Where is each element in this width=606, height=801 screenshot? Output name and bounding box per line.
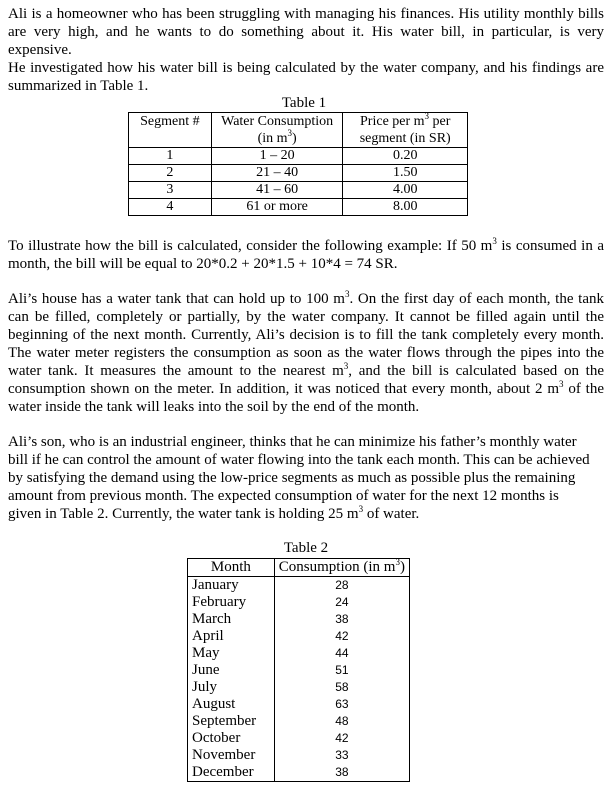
month-cell: May [188, 645, 275, 662]
text-line: summarized in Table 1. [8, 78, 149, 94]
table-row [129, 148, 468, 165]
intro-paragraph [8, 5, 604, 95]
consumption-cell: 42 [274, 628, 409, 645]
month-cell: September [188, 713, 275, 730]
text-line: consumption shown on the meter. In addition, it was noticed that every month, about 2 $m^3$ of the [8, 379, 604, 397]
text-line: month, the bill will be equal to 20*0.2 + 20*1.5 + 10*4 = 74 SR. [8, 256, 398, 272]
text-line: Ali’s son, who is an industrial engineer, thinks that he can minimize his father’s monthly water [8, 434, 577, 450]
table-row [188, 577, 410, 595]
segment-cell: 4 [129, 199, 212, 216]
table1-caption: Table 1 [281, 95, 327, 111]
table-header-row [129, 113, 468, 148]
month-cell: April [188, 628, 275, 645]
header-price: Price per $m^3$ per segment (in SR) [343, 113, 468, 148]
consumption-cell: 58 [274, 679, 409, 696]
consumption-table [187, 558, 410, 782]
consumption-cell: 42 [274, 730, 409, 747]
month-cell: July [188, 679, 275, 696]
son-paragraph [8, 433, 604, 523]
range-cell: 21 – 40 [211, 165, 343, 182]
text-line: by satisfying the demand using the low-price segments as much as possible plus the remaining [8, 470, 576, 486]
table-row [188, 662, 410, 679]
text-line: Ali is a homeowner who has been struggling with managing his finances. His utility monthly bills [8, 6, 604, 22]
price-cell: 1.50 [343, 165, 468, 182]
table-row [188, 730, 410, 747]
text-line: water tank. It measures the amount to the nearest $m^3$, and the bill is calculated based on the [8, 361, 605, 379]
consumption-cell: 48 [274, 713, 409, 730]
table-row [129, 199, 468, 216]
segment-cell: 2 [129, 165, 212, 182]
consumption-cell: 63 [274, 696, 409, 713]
text-line: water inside the tank will leaks into the soil by the end of the month. [8, 399, 420, 415]
text-line: are very high, and he wants to do something about it. His water bill, in particular, is very expensive. [8, 24, 604, 58]
text-line: bill if he can control the amount of water flowing into the tank each month. This can be achieved [8, 452, 590, 468]
segment-cell: 3 [129, 182, 212, 199]
text-line: amount from previous month. The expected consumption of water for the next 12 months is [8, 488, 559, 504]
month-cell: November [188, 747, 275, 764]
month-cell: December [188, 764, 275, 782]
table2-caption: Table 2 [283, 540, 329, 556]
text-line: He investigated how his water bill is being calculated by the water company, and his findings are [8, 60, 604, 76]
table-row [188, 594, 410, 611]
month-cell: February [188, 594, 275, 611]
header-month: Month [188, 559, 275, 577]
table-row [188, 611, 410, 628]
pricing-table [128, 112, 468, 216]
range-cell: 1 – 20 [211, 148, 343, 165]
month-cell: June [188, 662, 275, 679]
table-row [188, 696, 410, 713]
table-row [188, 628, 410, 645]
header-consumption: Consumption (in $m^3$) [274, 559, 409, 577]
price-cell: 4.00 [343, 182, 468, 199]
table-row [188, 747, 410, 764]
consumption-cell: 33 [274, 747, 409, 764]
table-header-row [188, 559, 410, 577]
month-cell: August [188, 696, 275, 713]
range-cell: 61 or more [211, 199, 343, 216]
header-segment: Segment # [129, 113, 212, 148]
consumption-cell: 51 [274, 662, 409, 679]
range-cell: 41 – 60 [211, 182, 343, 199]
text-line: The water meter registers the consumption as soon as the water flows through the pipes into the [8, 345, 604, 361]
price-cell: 0.20 [343, 148, 468, 165]
table-row [188, 764, 410, 782]
text-line: given in Table 2. Currently, the water tank is holding 25 $m^3$ of water. [8, 504, 420, 522]
price-cell: 8.00 [343, 199, 468, 216]
month-cell: October [188, 730, 275, 747]
table-row [188, 645, 410, 662]
text-line: beginning of the next month. Currently, Ali’s decision is to fill the tank completely every month. [8, 327, 604, 343]
segment-cell: 1 [129, 148, 212, 165]
text-line: can be filled, completely or partially, by the water company. It cannot be filled again until the [8, 309, 604, 325]
consumption-cell: 38 [274, 764, 409, 782]
table-row [129, 165, 468, 182]
month-cell: March [188, 611, 275, 628]
consumption-cell: 44 [274, 645, 409, 662]
text-line: Ali’s house has a water tank that can hold up to 100 $m^3$. On the first day of each month, the tank [8, 289, 604, 307]
tank-paragraph [8, 290, 604, 416]
month-cell: January [188, 577, 275, 595]
table-row [188, 713, 410, 730]
header-consumption: Water Consumption (in $m^3$) [211, 113, 343, 148]
table-row [188, 679, 410, 696]
table-row [129, 182, 468, 199]
consumption-cell: 28 [274, 577, 409, 595]
consumption-cell: 24 [274, 594, 409, 611]
example-paragraph [8, 237, 604, 273]
text-line: To illustrate how the bill is calculated, consider the following example: If 50 $m^3$ is consumed in a [8, 236, 604, 254]
consumption-cell: 38 [274, 611, 409, 628]
